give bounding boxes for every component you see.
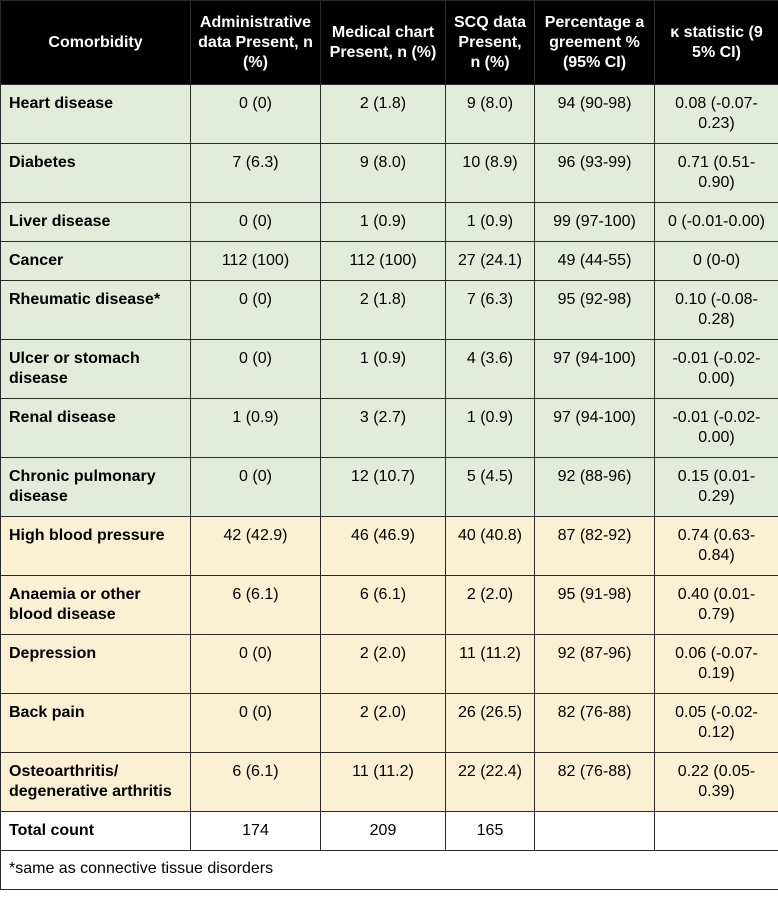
chart-cell: 11 (11.2) xyxy=(321,753,446,812)
table-row xyxy=(1,203,778,242)
agreement-cell: 92 (88-96) xyxy=(535,458,655,517)
scq-cell: 10 (8.9) xyxy=(446,144,535,203)
comorbidity-cell: High blood pressure xyxy=(1,517,191,576)
table-row xyxy=(1,242,778,281)
chart-cell: 112 (100) xyxy=(321,242,446,281)
agreement-cell: 94 (90-98) xyxy=(535,85,655,144)
kappa-cell: 0.71 (0.51-0.90) xyxy=(655,144,778,203)
table-row xyxy=(1,517,778,576)
scq-cell: 40 (40.8) xyxy=(446,517,535,576)
kappa-cell: 0.15 (0.01-0.29) xyxy=(655,458,778,517)
chart-cell: 46 (46.9) xyxy=(321,517,446,576)
admin-cell: 42 (42.9) xyxy=(191,517,321,576)
agreement-cell: 87 (82-92) xyxy=(535,517,655,576)
chart-cell: 2 (1.8) xyxy=(321,85,446,144)
kappa-cell: 0.05 (-0.02-0.12) xyxy=(655,694,778,753)
table-row xyxy=(1,399,778,458)
header-administrative-data: Administrative data Present, n (%) xyxy=(191,1,321,85)
scq-cell: 27 (24.1) xyxy=(446,242,535,281)
agreement-cell: 95 (91-98) xyxy=(535,576,655,635)
comorbidity-cell: Heart disease xyxy=(1,85,191,144)
total-scq: 165 xyxy=(446,812,535,851)
comorbidity-cell: Liver disease xyxy=(1,203,191,242)
total-agreement xyxy=(535,812,655,851)
kappa-cell: 0.74 (0.63-0.84) xyxy=(655,517,778,576)
kappa-cell: -0.01 (-0.02-0.00) xyxy=(655,399,778,458)
comorbidity-cell: Cancer xyxy=(1,242,191,281)
admin-cell: 0 (0) xyxy=(191,340,321,399)
scq-cell: 11 (11.2) xyxy=(446,635,535,694)
comorbidity-cell: Diabetes xyxy=(1,144,191,203)
admin-cell: 0 (0) xyxy=(191,635,321,694)
agreement-cell: 97 (94-100) xyxy=(535,399,655,458)
admin-cell: 7 (6.3) xyxy=(191,144,321,203)
chart-cell: 1 (0.9) xyxy=(321,340,446,399)
kappa-cell: 0.08 (-0.07-0.23) xyxy=(655,85,778,144)
comorbidity-cell: Chronic pulmonary disease xyxy=(1,458,191,517)
scq-cell: 2 (2.0) xyxy=(446,576,535,635)
header-comorbidity: Comorbidity xyxy=(1,1,191,85)
table-row xyxy=(1,144,778,203)
admin-cell: 1 (0.9) xyxy=(191,399,321,458)
scq-cell: 5 (4.5) xyxy=(446,458,535,517)
table-row xyxy=(1,281,778,340)
kappa-cell: 0 (-0.01-0.00) xyxy=(655,203,778,242)
scq-cell: 9 (8.0) xyxy=(446,85,535,144)
agreement-cell: 96 (93-99) xyxy=(535,144,655,203)
admin-cell: 0 (0) xyxy=(191,694,321,753)
comorbidity-cell: Anaemia or other blood disease xyxy=(1,576,191,635)
total-kappa xyxy=(655,812,778,851)
agreement-cell: 95 (92-98) xyxy=(535,281,655,340)
kappa-cell: -0.01 (-0.02-0.00) xyxy=(655,340,778,399)
chart-cell: 2 (2.0) xyxy=(321,694,446,753)
comorbidity-cell: Renal disease xyxy=(1,399,191,458)
agreement-cell: 82 (76-88) xyxy=(535,753,655,812)
chart-cell: 12 (10.7) xyxy=(321,458,446,517)
kappa-cell: 0.40 (0.01-0.79) xyxy=(655,576,778,635)
chart-cell: 6 (6.1) xyxy=(321,576,446,635)
total-chart: 209 xyxy=(321,812,446,851)
chart-cell: 2 (1.8) xyxy=(321,281,446,340)
comorbidity-cell: Ulcer or stomach disease xyxy=(1,340,191,399)
chart-cell: 3 (2.7) xyxy=(321,399,446,458)
agreement-cell: 97 (94-100) xyxy=(535,340,655,399)
admin-cell: 6 (6.1) xyxy=(191,753,321,812)
chart-cell: 9 (8.0) xyxy=(321,144,446,203)
admin-cell: 112 (100) xyxy=(191,242,321,281)
comorbidity-cell: Back pain xyxy=(1,694,191,753)
footnote-row xyxy=(1,851,778,890)
table-row xyxy=(1,694,778,753)
kappa-cell: 0.22 (0.05-0.39) xyxy=(655,753,778,812)
admin-cell: 0 (0) xyxy=(191,281,321,340)
scq-cell: 22 (22.4) xyxy=(446,753,535,812)
table-row xyxy=(1,576,778,635)
admin-cell: 0 (0) xyxy=(191,203,321,242)
footnote: *same as connective tissue disorders xyxy=(1,851,778,890)
agreement-cell: 82 (76-88) xyxy=(535,694,655,753)
total-label: Total count xyxy=(1,812,191,851)
total-admin: 174 xyxy=(191,812,321,851)
scq-cell: 7 (6.3) xyxy=(446,281,535,340)
kappa-cell: 0 (0-0) xyxy=(655,242,778,281)
table-row xyxy=(1,635,778,694)
comorbidity-cell: Osteoarthritis/ degenerative arthritis xyxy=(1,753,191,812)
chart-cell: 2 (2.0) xyxy=(321,635,446,694)
chart-cell: 1 (0.9) xyxy=(321,203,446,242)
table-row xyxy=(1,458,778,517)
comorbidity-cell: Rheumatic disease* xyxy=(1,281,191,340)
header-kappa-statistic: κ statistic (95% CI) xyxy=(655,1,778,85)
header-row xyxy=(1,1,778,85)
kappa-cell: 0.10 (-0.08-0.28) xyxy=(655,281,778,340)
agreement-cell: 99 (97-100) xyxy=(535,203,655,242)
admin-cell: 6 (6.1) xyxy=(191,576,321,635)
admin-cell: 0 (0) xyxy=(191,85,321,144)
table-row xyxy=(1,85,778,144)
scq-cell: 1 (0.9) xyxy=(446,203,535,242)
admin-cell: 0 (0) xyxy=(191,458,321,517)
agreement-cell: 49 (44-55) xyxy=(535,242,655,281)
comorbidity-cell: Depression xyxy=(1,635,191,694)
header-percentage-agreement: Percentage agreement % (95% CI) xyxy=(535,1,655,85)
agreement-cell: 92 (87-96) xyxy=(535,635,655,694)
header-scq-data: SCQ data Present, n (%) xyxy=(446,1,535,85)
total-row xyxy=(1,812,778,851)
kappa-cell: 0.06 (-0.07-0.19) xyxy=(655,635,778,694)
scq-cell: 26 (26.5) xyxy=(446,694,535,753)
table-row xyxy=(1,340,778,399)
header-medical-chart: Medical chart Present, n (%) xyxy=(321,1,446,85)
scq-cell: 1 (0.9) xyxy=(446,399,535,458)
scq-cell: 4 (3.6) xyxy=(446,340,535,399)
table-row xyxy=(1,753,778,812)
